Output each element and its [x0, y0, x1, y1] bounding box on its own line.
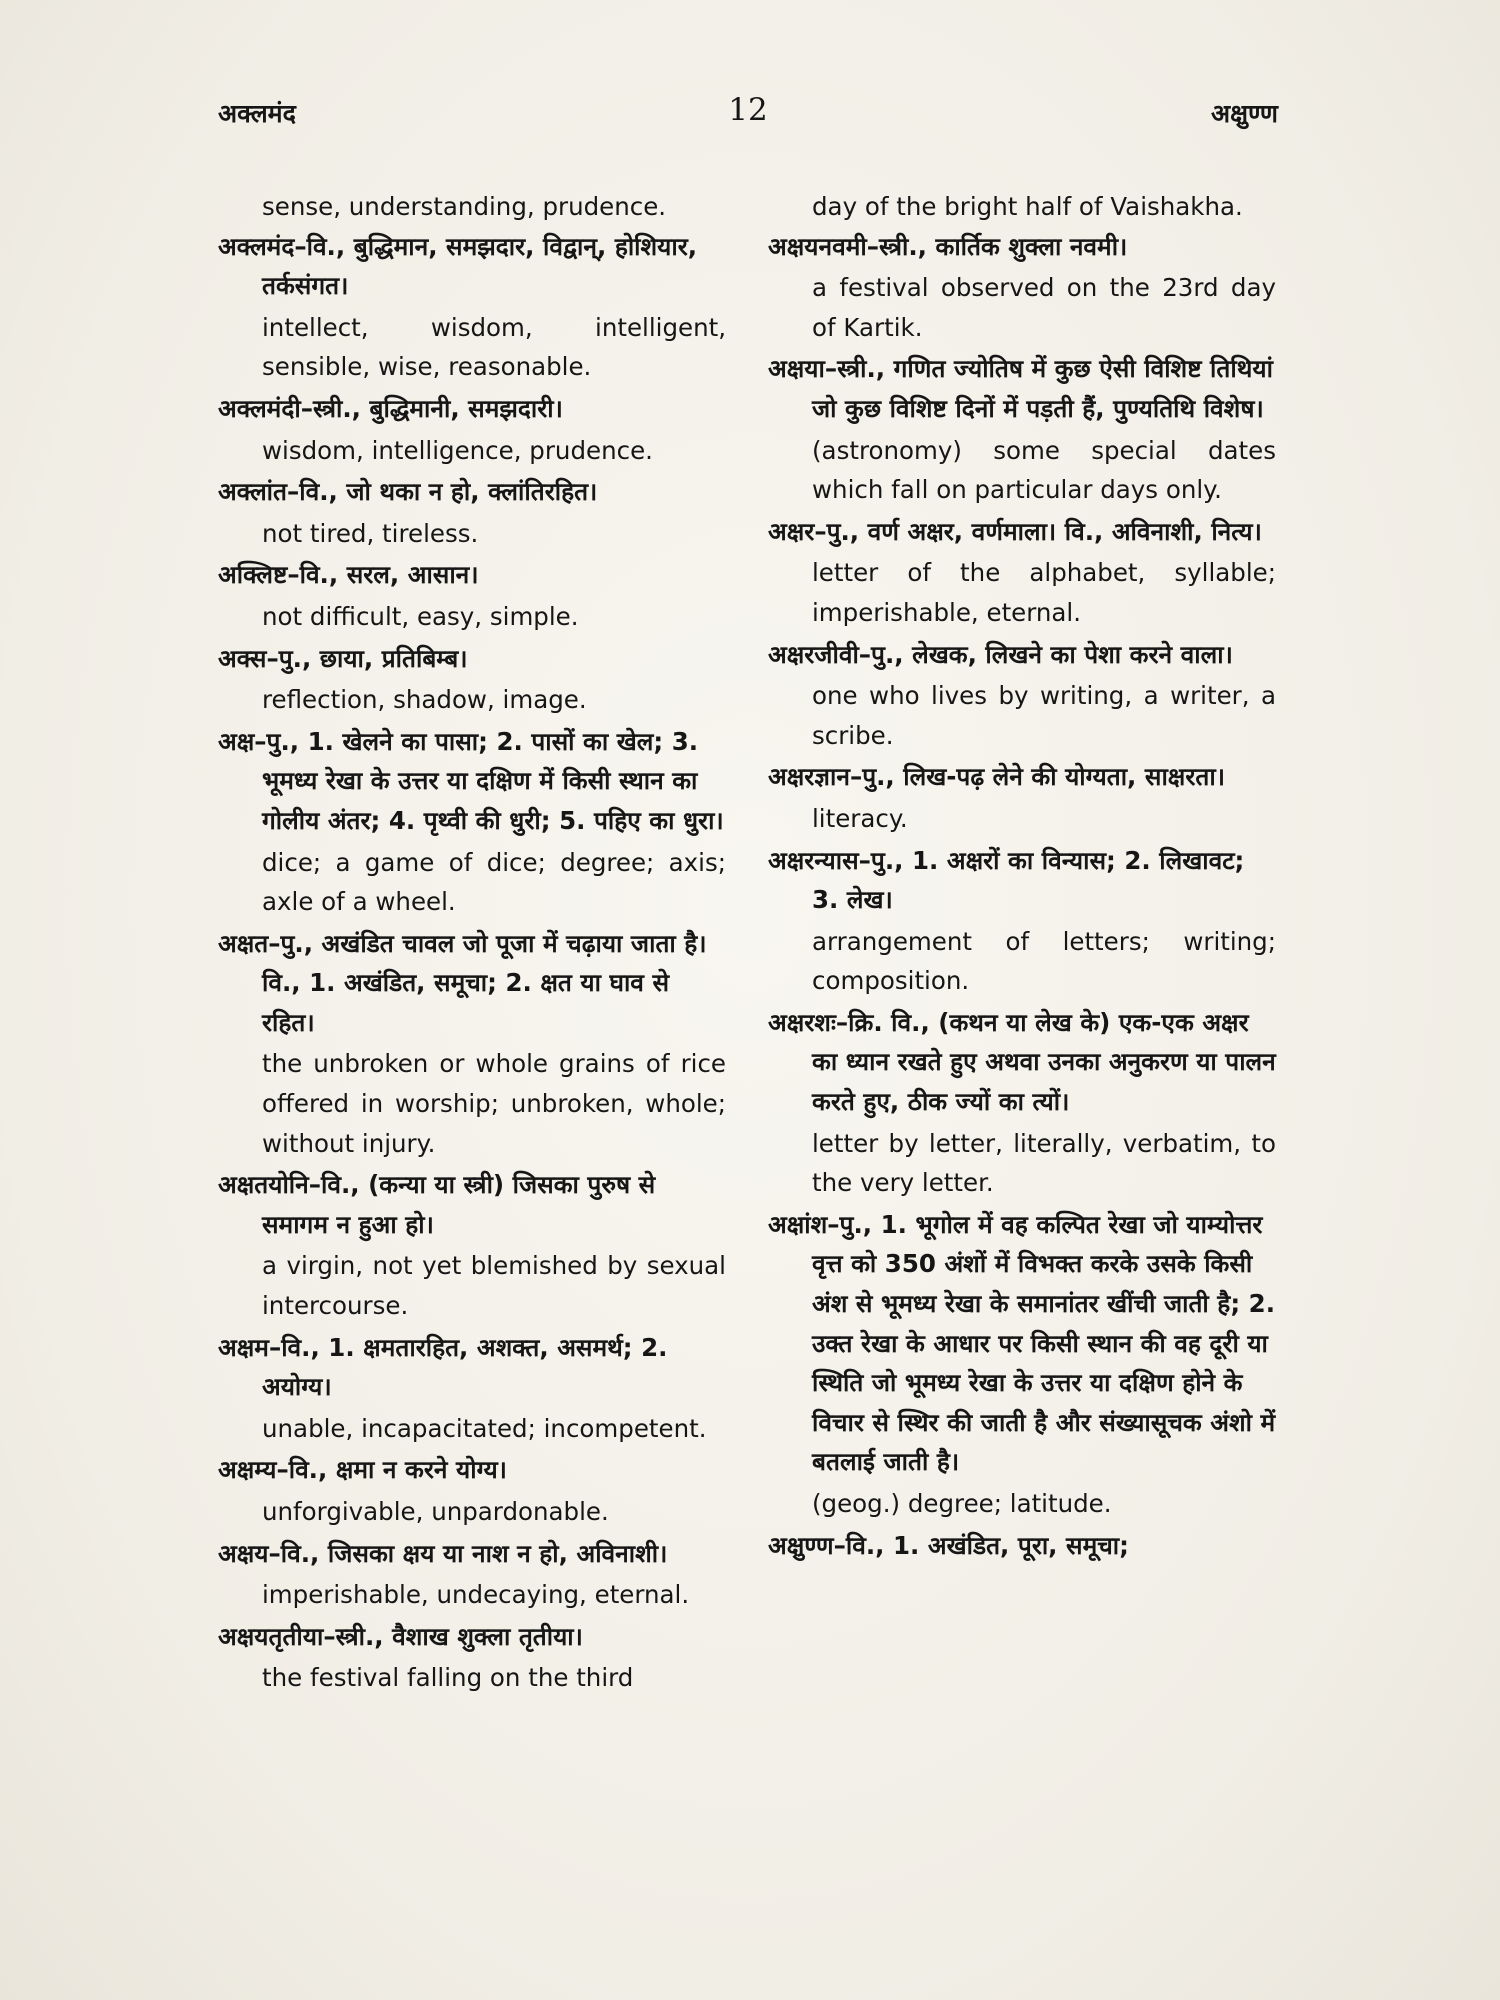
- dictionary-entry: [768, 349, 1276, 509]
- hindi-definition: –पु., 1. अक्षरों का विन्यास; 2. लिखावट; 3. लेख।: [812, 845, 1245, 915]
- hindi-definition: –वि., सरल, आसान।: [287, 560, 479, 590]
- dictionary-entry: [218, 227, 726, 387]
- headword: अक्स: [218, 643, 267, 673]
- hindi-definition: –पु., छाया, प्रतिबिम्ब।: [266, 643, 468, 673]
- hindi-definition: –वि., बुद्धिमान, समझदार, विद्वान्, होशियार, तर्कसंगत।: [262, 231, 698, 301]
- entry-hindi: [768, 841, 1276, 920]
- headword: अक्षय: [218, 1538, 269, 1568]
- dictionary-entry: [218, 722, 726, 922]
- english-definition: dice; a game of dice; degree; axis; axle of a wheel.: [262, 847, 726, 917]
- dictionary-entry: [768, 227, 1276, 348]
- dictionary-entry: [218, 639, 726, 720]
- headword: अक्षरशः: [768, 1007, 836, 1037]
- entry-hindi: [768, 757, 1276, 797]
- entry-hindi: [218, 924, 726, 1043]
- entry-hindi: [768, 1526, 1276, 1566]
- headword: अक्लांत: [218, 477, 287, 507]
- entry-hindi: [218, 227, 726, 306]
- english-definition: the unbroken or whole grains of rice offered in worship; unbroken, whole; without injury.: [262, 1049, 726, 1158]
- hindi-definition: –स्त्री., बुद्धिमानी, समझदारी।: [300, 393, 563, 423]
- headword: अक्षत: [218, 928, 269, 958]
- dictionary-entry-continued: [768, 1526, 1276, 1566]
- headword: अक्षरजीवी: [768, 639, 859, 669]
- hindi-definition: –पु., अखंडित चावल जो पूजा में चढ़ाया जाता है। वि., 1. अखंडित, समूचा; 2. क्षत या घाव से रहित।: [262, 928, 707, 1037]
- english-definition: unforgivable, unpardonable.: [262, 1497, 609, 1526]
- page-header: [218, 92, 1278, 136]
- entry-hindi: [218, 389, 726, 429]
- entry-hindi: [218, 1328, 726, 1407]
- english-definition: literacy.: [812, 803, 908, 833]
- entry-hindi: [218, 1534, 726, 1574]
- headword: अक्षम्य: [218, 1455, 277, 1485]
- headword: अक्षयनवमी: [768, 231, 867, 261]
- dictionary-entry: [218, 1450, 726, 1531]
- hindi-definition: –वि., जिसका क्षय या नाश न हो, अविनाशी।: [268, 1538, 668, 1568]
- continued-definition: sense, understanding, prudence.: [262, 192, 667, 221]
- hindi-definition: –पु., 1. खेलने का पासा; 2. पासों का खेल; 3. भूमध्य रेखा के उत्तर या दक्षिण में किसी स्थान का गोलीय अंतर; 4. पृथ्वी की धुरी; 5. पहिए का धुरा।: [254, 726, 724, 835]
- headword: अक्षुण्ण: [768, 1530, 834, 1560]
- english-definition: reflection, shadow, image.: [262, 685, 587, 715]
- entry-hindi: [768, 635, 1276, 675]
- headword: अक्षयतृतीया: [218, 1621, 324, 1651]
- dictionary-entry: [218, 555, 726, 636]
- english-definition: the festival falling on the third: [262, 1663, 634, 1693]
- english-definition: one who lives by writing, a writer, a scribe.: [812, 681, 1276, 750]
- dictionary-entry: [768, 757, 1276, 838]
- hindi-definition: –पु., वर्ण अक्षर, वर्णमाला। वि., अविनाशी, नित्य।: [814, 516, 1262, 546]
- hindi-definition: –क्रि. वि., (कथन या लेख के) एक-एक अक्षर का ध्यान रखते हुए अथवा उनका अनुकरण या पालन करते हुए, ठीक ज्यों का त्यों।: [812, 1007, 1276, 1117]
- entry-hindi: [218, 722, 726, 841]
- hindi-definition: –पु., लेखक, लिखने का पेशा करने वाला।: [858, 639, 1233, 669]
- dictionary-entry: [768, 841, 1276, 1001]
- english-definition: a virgin, not yet blemished by sexual intercourse.: [262, 1251, 726, 1321]
- headword: अक्षांश: [768, 1209, 828, 1239]
- entry-hindi: [218, 1165, 726, 1244]
- entry-hindi: [768, 227, 1276, 267]
- header-first-word: अक्लमंद: [218, 99, 296, 128]
- hindi-definition: –वि., क्षमा न करने योग्य।: [276, 1455, 507, 1485]
- english-definition: not tired, tireless.: [262, 518, 479, 548]
- headword: अक्लिष्ट: [218, 560, 288, 590]
- entry-hindi: [218, 1450, 726, 1490]
- dictionary-entry: [218, 924, 726, 1164]
- left-column: [218, 187, 726, 1700]
- english-definition: not difficult, easy, simple.: [262, 601, 579, 631]
- english-definition: arrangement of letters; writing; composition.: [812, 926, 1276, 996]
- entry-hindi: [218, 1617, 726, 1657]
- entry-hindi: [768, 349, 1276, 428]
- headword: अक्षम: [218, 1332, 269, 1362]
- headword: अक्षरन्यास: [768, 845, 859, 875]
- english-definition: wisdom, intelligence, prudence.: [262, 435, 653, 465]
- headword: अक्षया: [768, 354, 825, 384]
- hindi-definition: –पु., लिख-पढ़ लेने की योग्यता, साक्षरता।: [849, 762, 1225, 792]
- right-column: [768, 187, 1276, 1565]
- english-definition: imperishable, undecaying, eternal.: [262, 1580, 690, 1610]
- dictionary-entry: [218, 1534, 726, 1615]
- headword: अक्षर: [768, 516, 815, 546]
- headword: अक्षरज्ञान: [768, 762, 850, 792]
- hindi-definition: –स्त्री., वैशाख शुक्ला तृतीया।: [323, 1621, 583, 1651]
- english-definition: intellect, wisdom, intelligent, sensible, wise, reasonable.: [262, 312, 726, 382]
- english-definition: (geog.) degree; latitude.: [812, 1489, 1112, 1518]
- page-number: 12: [728, 92, 768, 128]
- hindi-definition: –वि., 1. अखंडित, पूरा, समूचा;: [833, 1530, 1129, 1560]
- dictionary-entry: [218, 472, 726, 553]
- dictionary-entry: [218, 389, 726, 470]
- entry-hindi: [768, 1003, 1276, 1122]
- headword: अक्षतयोनि: [218, 1170, 309, 1200]
- header-last-word: अक्षुण्ण: [1211, 99, 1278, 128]
- headword: अक्लमंदी: [218, 393, 301, 423]
- continued-definition: day of the bright half of Vaishakha.: [812, 192, 1243, 221]
- dictionary-entry: [768, 1205, 1276, 1524]
- dictionary-entry: [768, 512, 1276, 633]
- dictionary-entry: [218, 1328, 726, 1449]
- hindi-definition: –पु., 1. भूगोल में वह कल्पित रेखा जो याम्योत्तर वृत्त को 350 अंशों में विभक्त करके उसके किसी अंश से भूमध्य रेखा के समानांतर खींची जाती है; 2. उक्त रेखा के आधार पर किसी स्थान की वह दूरी या स्थिति जो भूमध्य रेखा के उत्तर या दक्षिण होने के विचार से स्थिर की जाती है और संख्यासूचक अंशो में बतलाई जाती है।: [812, 1209, 1276, 1477]
- english-definition: letter by letter, literally, verbatim, to the very letter.: [812, 1128, 1276, 1198]
- hindi-definition: –वि., (कन्या या स्त्री) जिसका पुरुष से समागम न हुआ हो।: [262, 1170, 656, 1239]
- entry-hindi: [768, 512, 1276, 552]
- english-definition: (astronomy) some special dates which fall on particular days only.: [812, 435, 1276, 505]
- hindi-definition: –स्त्री., गणित ज्योतिष में कुछ ऐसी विशिष्ट तिथियां जो कुछ विशिष्ट दिनों में पड़ती हैं, पुण्यतिथि विशेष।: [812, 354, 1273, 423]
- english-definition: unable, incapacitated; incompetent.: [262, 1413, 707, 1443]
- entry-hindi: [218, 639, 726, 679]
- hindi-definition: –स्त्री., कार्तिक शुक्ला नवमी।: [866, 231, 1128, 261]
- entry-hindi: [218, 472, 726, 512]
- dictionary-entry: [768, 1003, 1276, 1203]
- hindi-definition: –वि., जो थका न हो, क्लांतिरहित।: [287, 477, 598, 507]
- english-definition: letter of the alphabet, syllable; imperishable, eternal.: [812, 558, 1276, 627]
- entry-hindi: [768, 1205, 1276, 1482]
- entry-hindi: [218, 555, 726, 595]
- headword: अक्लमंद: [218, 231, 295, 261]
- dictionary-entry: [218, 1165, 726, 1325]
- english-definition: a festival observed on the 23rd day of Kartik.: [812, 273, 1276, 342]
- hindi-definition: –वि., 1. क्षमतारहित, अशक्त, असमर्थ; 2. अयोग्य।: [262, 1332, 668, 1402]
- headword: अक्ष: [218, 726, 255, 756]
- dictionary-entry: [768, 635, 1276, 756]
- dictionary-entry: [218, 1617, 726, 1698]
